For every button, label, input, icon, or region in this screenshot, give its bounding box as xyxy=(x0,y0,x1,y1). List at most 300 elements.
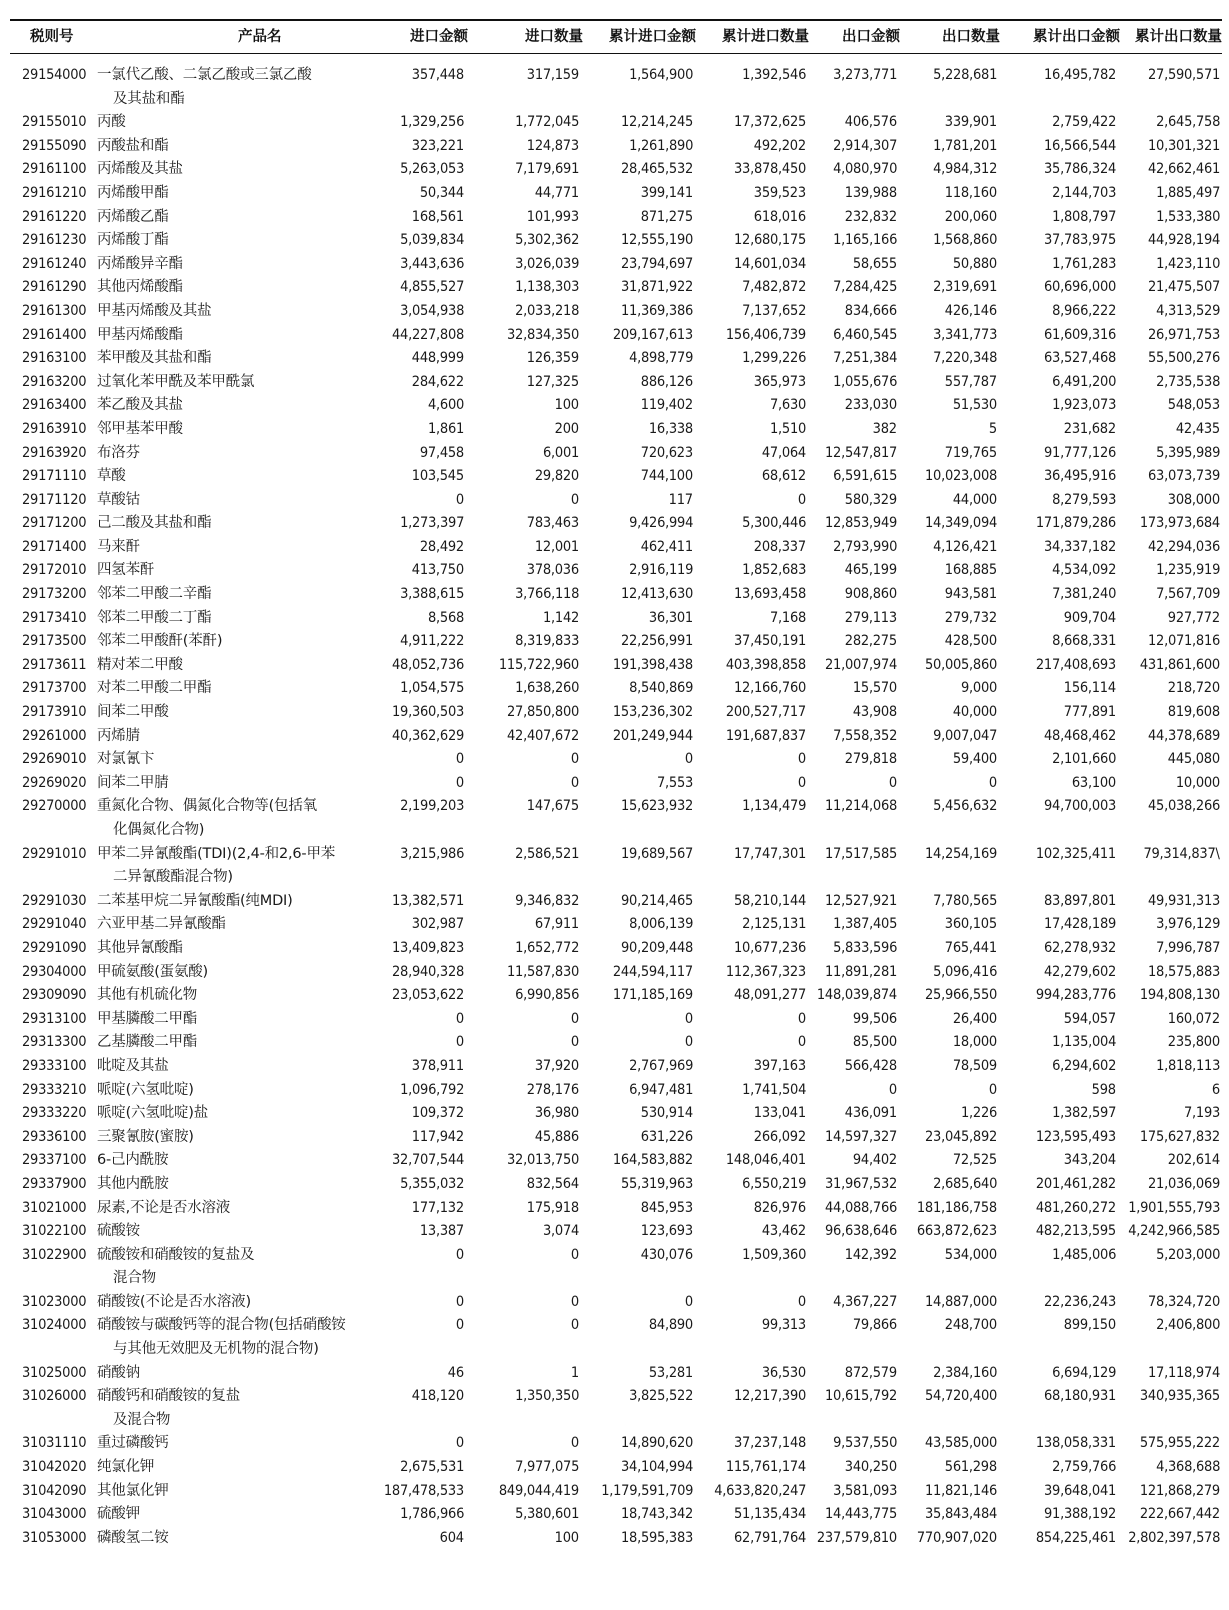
import-value-cell: 5,355,032 xyxy=(400,1175,464,1192)
cumulative-export-value-cell: 1,135,004 xyxy=(1052,1034,1116,1051)
cumulative-export-quantity-cell: 222,667,442 xyxy=(1139,1506,1220,1523)
export-value-cell: 872,579 xyxy=(844,1364,897,1381)
export-value-cell: 580,329 xyxy=(844,491,897,508)
product-name-cell xyxy=(97,347,359,371)
tariff-code-cell: 29161210 xyxy=(22,184,87,201)
cumulative-import-value-cell: 209,167,613 xyxy=(612,326,693,343)
cumulative-export-quantity-cell: 21,036,069 xyxy=(1147,1175,1220,1192)
import-value-cell: 28,492 xyxy=(419,538,464,555)
product-name-cell xyxy=(97,512,359,536)
cumulative-export-quantity-cell: 7,567,709 xyxy=(1156,586,1220,603)
table-row xyxy=(10,347,1222,371)
cumulative-export-quantity-cell: 445,080 xyxy=(1167,751,1220,768)
cumulative-import-value-cell: 31,871,922 xyxy=(620,279,693,296)
tariff-code-cell: 29173910 xyxy=(22,704,87,721)
product-name-cell xyxy=(97,725,359,749)
cumulative-export-value-cell: 2,759,422 xyxy=(1052,114,1116,131)
import-value-cell: 413,750 xyxy=(411,562,464,579)
cumulative-export-value-cell: 4,534,092 xyxy=(1052,562,1116,579)
tariff-code-cell: 31022100 xyxy=(22,1223,87,1240)
export-quantity-cell: 50,005,860 xyxy=(924,656,997,673)
import-quantity-cell: 11,587,830 xyxy=(506,963,579,980)
export-value-cell: 15,570 xyxy=(852,680,897,697)
export-quantity-cell: 5 xyxy=(988,420,997,437)
cumulative-import-quantity-cell: 1,392,546 xyxy=(742,67,806,83)
product-name-line: 二异氰酸酯混合物) xyxy=(113,869,233,886)
import-value-cell: 2,199,203 xyxy=(400,798,464,815)
cumulative-import-value-cell: 0 xyxy=(684,1034,693,1051)
import-quantity-cell: 45,886 xyxy=(534,1128,579,1145)
product-name-line: 布洛芬 xyxy=(97,444,140,461)
import-value-cell: 1,096,792 xyxy=(400,1081,464,1098)
cumulative-export-quantity-cell: 6 xyxy=(1211,1081,1220,1098)
import-quantity-cell: 0 xyxy=(570,1010,579,1027)
tariff-code-cell: 29261000 xyxy=(22,727,87,744)
cumulative-export-quantity-cell: 45,038,266 xyxy=(1147,798,1220,815)
table-row xyxy=(10,1197,1222,1221)
product-name-line: 苯乙酸及其盐 xyxy=(97,397,183,414)
cumulative-import-quantity-cell: 133,041 xyxy=(753,1105,806,1122)
tariff-code-cell: 29171110 xyxy=(22,468,87,485)
product-name-cell xyxy=(97,418,359,442)
product-name-line: 其他氯化钾 xyxy=(97,1482,169,1499)
cumulative-import-quantity-cell: 156,406,739 xyxy=(725,326,806,343)
tariff-code-cell: 29313300 xyxy=(22,1034,87,1051)
export-quantity-cell: 2,384,160 xyxy=(933,1364,997,1381)
cumulative-import-value-cell: 0 xyxy=(684,1010,693,1027)
cumulative-export-value-cell: 8,966,222 xyxy=(1052,302,1116,319)
cumulative-export-quantity-cell: 308,000 xyxy=(1167,491,1220,508)
import-value-cell: 28,940,328 xyxy=(391,963,464,980)
cumulative-export-value-cell: 17,428,189 xyxy=(1043,916,1116,933)
export-value-cell: 9,537,550 xyxy=(833,1435,897,1452)
cumulative-import-quantity-cell: 14,601,034 xyxy=(733,255,806,272)
product-name-cell xyxy=(97,1244,359,1291)
table-row xyxy=(10,1079,1222,1103)
product-name-line: 六亚甲基二异氰酸酯 xyxy=(97,916,226,933)
tariff-code-cell: 29163400 xyxy=(22,397,87,414)
cumulative-export-quantity-cell: 63,073,739 xyxy=(1147,468,1220,485)
product-name-line: 马来酐 xyxy=(97,538,140,555)
cumulative-import-value-cell: 201,249,944 xyxy=(612,727,693,744)
import-value-cell: 32,707,544 xyxy=(391,1152,464,1169)
import-value-cell: 1,329,256 xyxy=(400,114,464,131)
cumulative-export-value-cell: 2,101,660 xyxy=(1052,751,1116,768)
export-value-cell: 908,860 xyxy=(844,586,897,603)
export-quantity-cell: 561,298 xyxy=(944,1459,997,1476)
export-quantity-cell: 2,319,691 xyxy=(933,279,997,296)
cumulative-export-quantity-cell: 121,868,279 xyxy=(1139,1482,1220,1499)
import-quantity-cell: 317,159 xyxy=(526,67,579,83)
product-name-cell xyxy=(97,1055,359,1079)
import-quantity-cell: 32,013,750 xyxy=(506,1152,579,1169)
product-name-cell xyxy=(97,182,359,206)
product-name-line: 重氮化合物、偶氮化合物等(包括氧 xyxy=(97,798,317,815)
table-row xyxy=(10,1527,1222,1551)
product-name-cell xyxy=(97,1362,359,1386)
table-body xyxy=(10,64,1222,1550)
table-row xyxy=(10,512,1222,536)
cumulative-import-quantity-cell: 4,633,820,247 xyxy=(714,1482,806,1499)
cumulative-import-quantity-cell: 397,163 xyxy=(753,1057,806,1074)
product-name-cell xyxy=(97,465,359,489)
product-name-cell xyxy=(97,111,359,135)
cumulative-export-value-cell: 36,495,916 xyxy=(1043,468,1116,485)
import-quantity-cell: 100 xyxy=(554,397,579,414)
import-quantity-cell: 849,044,419 xyxy=(498,1482,579,1499)
cumulative-export-value-cell: 909,704 xyxy=(1063,609,1116,626)
export-quantity-cell: 18,000 xyxy=(952,1034,997,1051)
export-value-cell: 94,402 xyxy=(852,1152,897,1169)
cumulative-import-value-cell: 90,209,448 xyxy=(620,939,693,956)
product-name-line: 丙烯酸乙酯 xyxy=(97,208,169,225)
tariff-code-cell: 29161290 xyxy=(22,279,87,296)
export-quantity-cell: 25,966,550 xyxy=(924,987,997,1004)
export-value-cell: 5,833,596 xyxy=(833,939,897,956)
import-quantity-cell: 1,142 xyxy=(542,609,579,626)
cumulative-export-quantity-cell: 218,720 xyxy=(1167,680,1220,697)
cumulative-export-value-cell: 6,491,200 xyxy=(1052,373,1116,390)
tariff-code-cell: 29333210 xyxy=(22,1081,87,1098)
cumulative-export-quantity-cell: 1,533,380 xyxy=(1156,208,1220,225)
product-name-line: 6-己内酰胺 xyxy=(97,1152,169,1169)
import-value-cell: 13,409,823 xyxy=(391,939,464,956)
product-name-line: 丙烯酸甲酯 xyxy=(97,184,169,201)
export-quantity-cell: 719,765 xyxy=(944,444,997,461)
cumulative-import-value-cell: 744,100 xyxy=(640,468,693,485)
product-name-line: 丙烯酸及其盐 xyxy=(97,161,183,178)
header-export-value: 出口金额 xyxy=(842,29,900,45)
import-value-cell: 44,227,808 xyxy=(391,326,464,343)
product-name-line: 甲苯二异氰酸酯(TDI)(2,4-和2,6-甲苯 xyxy=(97,845,336,862)
cumulative-export-quantity-cell: 548,053 xyxy=(1167,397,1220,414)
product-name-line: 硫酸铵 xyxy=(97,1223,140,1240)
import-value-cell: 284,622 xyxy=(411,373,464,390)
product-name-line: 硝酸钙和硝酸铵的复盐 xyxy=(97,1388,240,1405)
product-name-cell xyxy=(97,559,359,583)
product-name-cell xyxy=(97,371,359,395)
product-name-cell xyxy=(97,677,359,701)
product-name-line: 丙酸 xyxy=(97,114,126,131)
cumulative-import-quantity-cell: 7,482,872 xyxy=(742,279,806,296)
table-row xyxy=(10,1456,1222,1480)
import-value-cell: 378,911 xyxy=(411,1057,464,1074)
import-quantity-cell: 783,463 xyxy=(526,515,579,532)
tariff-code-cell: 29163920 xyxy=(22,444,87,461)
table-row xyxy=(10,64,1222,111)
cumulative-export-quantity-cell: 927,772 xyxy=(1167,609,1220,626)
product-name-cell xyxy=(97,1291,359,1315)
import-value-cell: 0 xyxy=(455,1246,464,1263)
cumulative-export-quantity-cell: 44,928,194 xyxy=(1147,232,1220,249)
product-name-line: 甲基膦酸二甲酯 xyxy=(97,1010,198,1027)
cumulative-export-quantity-cell: 2,735,538 xyxy=(1156,373,1220,390)
cumulative-export-quantity-cell: 1,235,919 xyxy=(1156,562,1220,579)
product-name-line: 吡啶及其盐 xyxy=(97,1057,169,1074)
cumulative-import-quantity-cell: 7,630 xyxy=(769,397,806,414)
export-value-cell: 4,367,227 xyxy=(833,1293,897,1310)
cumulative-import-quantity-cell: 12,166,760 xyxy=(733,680,806,697)
import-quantity-cell: 101,993 xyxy=(526,208,579,225)
tariff-code-cell: 31022900 xyxy=(22,1246,87,1263)
header-cumulative-import-quantity: 累计进口数量 xyxy=(722,29,809,45)
table-row xyxy=(10,725,1222,749)
table-row xyxy=(10,1432,1222,1456)
cumulative-import-value-cell: 0 xyxy=(684,1293,693,1310)
product-name-line: 重过磷酸钙 xyxy=(97,1435,169,1452)
cumulative-export-quantity-cell: 2,802,397,578 xyxy=(1128,1529,1220,1546)
export-quantity-cell: 0 xyxy=(988,1081,997,1098)
export-value-cell: 43,908 xyxy=(852,704,897,721)
export-value-cell: 4,080,970 xyxy=(833,161,897,178)
cumulative-export-value-cell: 777,891 xyxy=(1063,704,1116,721)
cumulative-export-quantity-cell: 44,378,689 xyxy=(1147,727,1220,744)
cumulative-export-value-cell: 481,260,272 xyxy=(1035,1199,1116,1216)
table-row xyxy=(10,465,1222,489)
product-name-line: 对苯二甲酸二甲酯 xyxy=(97,680,212,697)
cumulative-import-quantity-cell: 365,973 xyxy=(753,373,806,390)
cumulative-import-quantity-cell: 492,202 xyxy=(753,137,806,154)
table-row xyxy=(10,654,1222,678)
cumulative-import-value-cell: 22,256,991 xyxy=(620,633,693,650)
import-quantity-cell: 7,977,075 xyxy=(515,1459,579,1476)
tariff-code-cell: 29173410 xyxy=(22,609,87,626)
cumulative-export-quantity-cell: 78,324,720 xyxy=(1147,1293,1220,1310)
cumulative-import-quantity-cell: 10,677,236 xyxy=(733,939,806,956)
cumulative-export-value-cell: 34,337,182 xyxy=(1043,538,1116,555)
import-quantity-cell: 3,766,118 xyxy=(515,586,579,603)
cumulative-export-value-cell: 48,468,462 xyxy=(1043,727,1116,744)
product-name-line: 硝酸铵与碳酸钙等的混合物(包括硝酸铵 xyxy=(97,1317,346,1334)
export-quantity-cell: 200,060 xyxy=(944,208,997,225)
cumulative-export-value-cell: 39,648,041 xyxy=(1043,1482,1116,1499)
cumulative-import-value-cell: 9,426,994 xyxy=(629,515,693,532)
export-value-cell: 3,273,771 xyxy=(833,67,897,83)
import-quantity-cell: 9,346,832 xyxy=(515,892,579,909)
table-row xyxy=(10,371,1222,395)
cumulative-import-value-cell: 871,275 xyxy=(640,208,693,225)
tariff-code-cell: 29333220 xyxy=(22,1105,87,1122)
product-name-line: 精对苯二甲酸 xyxy=(97,656,183,673)
import-quantity-cell: 12,001 xyxy=(534,538,579,555)
table-row xyxy=(10,630,1222,654)
cumulative-import-quantity-cell: 37,237,148 xyxy=(733,1435,806,1452)
import-quantity-cell: 1,138,303 xyxy=(515,279,579,296)
product-name-line: 间苯二甲酸 xyxy=(97,704,169,721)
import-value-cell: 109,372 xyxy=(411,1105,464,1122)
product-name-line: 二苯基甲烷二异氰酸酯(纯MDI) xyxy=(97,892,293,909)
import-quantity-cell: 7,179,691 xyxy=(515,161,579,178)
cumulative-export-value-cell: 1,808,797 xyxy=(1052,208,1116,225)
export-quantity-cell: 23,045,892 xyxy=(924,1128,997,1145)
table-row xyxy=(10,1055,1222,1079)
import-value-cell: 604 xyxy=(439,1529,464,1546)
table-row xyxy=(10,1008,1222,1032)
import-quantity-cell: 0 xyxy=(570,751,579,768)
cumulative-import-value-cell: 84,890 xyxy=(648,1317,693,1334)
cumulative-import-quantity-cell: 1,134,479 xyxy=(742,798,806,815)
product-name-cell xyxy=(97,300,359,324)
table-row xyxy=(10,1362,1222,1386)
export-value-cell: 834,666 xyxy=(844,302,897,319)
cumulative-export-quantity-cell: 10,000 xyxy=(1175,774,1220,791)
import-quantity-cell: 37,920 xyxy=(534,1057,579,1074)
product-name-line: 其他丙烯酸酯 xyxy=(97,279,183,296)
export-quantity-cell: 248,700 xyxy=(944,1317,997,1334)
table-row xyxy=(10,843,1222,890)
product-name-line: 混合物 xyxy=(113,1270,156,1287)
import-value-cell: 0 xyxy=(455,751,464,768)
cumulative-import-value-cell: 886,126 xyxy=(640,373,693,390)
import-value-cell: 168,561 xyxy=(411,208,464,225)
product-name-line: 磷酸氢二铵 xyxy=(97,1529,169,1546)
cumulative-export-quantity-cell: 7,996,787 xyxy=(1156,939,1220,956)
cumulative-import-quantity-cell: 266,092 xyxy=(753,1128,806,1145)
import-quantity-cell: 115,722,960 xyxy=(498,656,579,673)
cumulative-import-value-cell: 2,767,969 xyxy=(629,1057,693,1074)
import-quantity-cell: 2,033,218 xyxy=(515,302,579,319)
import-value-cell: 1,861 xyxy=(427,420,464,437)
export-quantity-cell: 9,007,047 xyxy=(933,727,997,744)
import-quantity-cell: 1,772,045 xyxy=(515,114,579,131)
export-quantity-cell: 765,441 xyxy=(944,939,997,956)
cumulative-export-quantity-cell: 1,423,110 xyxy=(1156,255,1220,272)
product-name-line: 四氢苯酐 xyxy=(97,562,155,579)
export-value-cell: 12,853,949 xyxy=(824,515,897,532)
cumulative-export-quantity-cell: 3,976,129 xyxy=(1156,916,1220,933)
cumulative-export-quantity-cell: 10,301,321 xyxy=(1147,137,1220,154)
import-value-cell: 448,999 xyxy=(411,350,464,367)
cumulative-import-quantity-cell: 17,372,625 xyxy=(733,114,806,131)
cumulative-export-value-cell: 63,100 xyxy=(1071,774,1116,791)
import-value-cell: 117,942 xyxy=(411,1128,464,1145)
table-row xyxy=(10,1244,1222,1291)
export-value-cell: 12,547,817 xyxy=(824,444,897,461)
tariff-code-cell: 29154000 xyxy=(22,67,87,83)
export-value-cell: 282,275 xyxy=(844,633,897,650)
import-value-cell: 187,478,533 xyxy=(383,1482,464,1499)
export-value-cell: 79,866 xyxy=(852,1317,897,1334)
cumulative-import-value-cell: 2,916,119 xyxy=(629,562,693,579)
import-value-cell: 4,855,527 xyxy=(400,279,464,296)
import-quantity-cell: 3,026,039 xyxy=(515,255,579,272)
tariff-code-cell: 29171200 xyxy=(22,515,87,532)
tariff-code-cell: 29337900 xyxy=(22,1175,87,1192)
cumulative-export-value-cell: 994,283,776 xyxy=(1035,987,1116,1004)
import-value-cell: 5,263,053 xyxy=(400,161,464,178)
cumulative-import-quantity-cell: 0 xyxy=(797,491,806,508)
export-quantity-cell: 40,000 xyxy=(952,704,997,721)
export-quantity-cell: 663,872,623 xyxy=(916,1223,997,1240)
tariff-code-cell: 29161220 xyxy=(22,208,87,225)
cumulative-import-value-cell: 845,953 xyxy=(640,1199,693,1216)
export-value-cell: 0 xyxy=(888,1081,897,1098)
tariff-code-cell: 29163100 xyxy=(22,350,87,367)
cumulative-export-quantity-cell: 17,118,974 xyxy=(1147,1364,1220,1381)
import-quantity-cell: 126,359 xyxy=(526,350,579,367)
product-name-line: 三聚氰胺(蜜胺) xyxy=(97,1128,194,1145)
import-quantity-cell: 0 xyxy=(570,1293,579,1310)
import-quantity-cell: 200 xyxy=(554,420,579,437)
import-quantity-cell: 44,771 xyxy=(534,184,579,201)
cumulative-export-value-cell: 68,180,931 xyxy=(1043,1388,1116,1405)
cumulative-import-quantity-cell: 2,125,131 xyxy=(742,916,806,933)
table-row xyxy=(10,1031,1222,1055)
product-name-line: 对氯氰卞 xyxy=(97,751,155,768)
product-name-line: 硝酸钠 xyxy=(97,1364,140,1381)
cumulative-import-quantity-cell: 1,510 xyxy=(769,420,806,437)
cumulative-import-value-cell: 153,236,302 xyxy=(612,704,693,721)
cumulative-import-value-cell: 8,006,139 xyxy=(629,916,693,933)
tariff-code-cell: 29291090 xyxy=(22,939,87,956)
tariff-code-cell: 29161400 xyxy=(22,326,87,343)
export-quantity-cell: 279,732 xyxy=(944,609,997,626)
cumulative-import-value-cell: 430,076 xyxy=(640,1246,693,1263)
import-value-cell: 4,600 xyxy=(427,397,464,414)
cumulative-import-value-cell: 6,947,481 xyxy=(629,1081,693,1098)
tariff-code-cell: 31025000 xyxy=(22,1364,87,1381)
export-quantity-cell: 11,821,146 xyxy=(924,1482,997,1499)
cumulative-import-quantity-cell: 37,450,191 xyxy=(733,633,806,650)
export-value-cell: 142,392 xyxy=(844,1246,897,1263)
table-row xyxy=(10,984,1222,1008)
import-value-cell: 323,221 xyxy=(411,137,464,154)
export-value-cell: 6,591,615 xyxy=(833,468,897,485)
cumulative-import-value-cell: 720,623 xyxy=(640,444,693,461)
product-name-cell xyxy=(97,1102,359,1126)
product-name-line: 纯氯化钾 xyxy=(97,1459,155,1476)
export-quantity-cell: 181,186,758 xyxy=(916,1199,997,1216)
cumulative-export-quantity-cell: 42,662,461 xyxy=(1147,161,1220,178)
tariff-code-cell: 29172010 xyxy=(22,562,87,579)
cumulative-export-value-cell: 91,388,192 xyxy=(1043,1506,1116,1523)
export-value-cell: 14,443,775 xyxy=(824,1506,897,1523)
export-quantity-cell: 534,000 xyxy=(944,1246,997,1263)
cumulative-import-quantity-cell: 826,976 xyxy=(753,1199,806,1216)
product-name-cell xyxy=(97,1173,359,1197)
cumulative-export-value-cell: 2,759,766 xyxy=(1052,1459,1116,1476)
cumulative-export-quantity-cell: 431,861,600 xyxy=(1139,656,1220,673)
tariff-code-cell: 29333100 xyxy=(22,1057,87,1074)
tariff-code-cell: 29161230 xyxy=(22,232,87,249)
export-quantity-cell: 1,226 xyxy=(960,1105,997,1122)
cumulative-import-quantity-cell: 1,741,504 xyxy=(742,1081,806,1098)
cumulative-import-value-cell: 1,179,591,709 xyxy=(601,1482,693,1499)
export-value-cell: 232,832 xyxy=(844,208,897,225)
import-quantity-cell: 1 xyxy=(570,1364,579,1381)
cumulative-export-value-cell: 594,057 xyxy=(1063,1010,1116,1027)
tariff-code-cell: 29163910 xyxy=(22,420,87,437)
header-product-name: 产品名 xyxy=(238,29,282,45)
export-quantity-cell: 7,780,565 xyxy=(933,892,997,909)
cumulative-export-quantity-cell: 2,645,758 xyxy=(1156,114,1220,131)
export-value-cell: 436,091 xyxy=(844,1105,897,1122)
cumulative-import-value-cell: 23,794,697 xyxy=(620,255,693,272)
export-quantity-cell: 4,984,312 xyxy=(933,161,997,178)
cumulative-import-value-cell: 4,898,779 xyxy=(629,350,693,367)
tariff-code-cell: 29173611 xyxy=(22,656,87,673)
import-quantity-cell: 42,407,672 xyxy=(506,727,579,744)
cumulative-export-value-cell: 63,527,468 xyxy=(1043,350,1116,367)
export-value-cell: 566,428 xyxy=(844,1057,897,1074)
cumulative-import-value-cell: 7,553 xyxy=(656,774,693,791)
tariff-code-cell: 29171120 xyxy=(22,491,87,508)
import-value-cell: 3,054,938 xyxy=(400,302,464,319)
cumulative-export-value-cell: 171,879,286 xyxy=(1035,515,1116,532)
export-value-cell: 31,967,532 xyxy=(824,1175,897,1192)
product-name-cell xyxy=(97,1503,359,1527)
import-value-cell: 0 xyxy=(455,1034,464,1051)
